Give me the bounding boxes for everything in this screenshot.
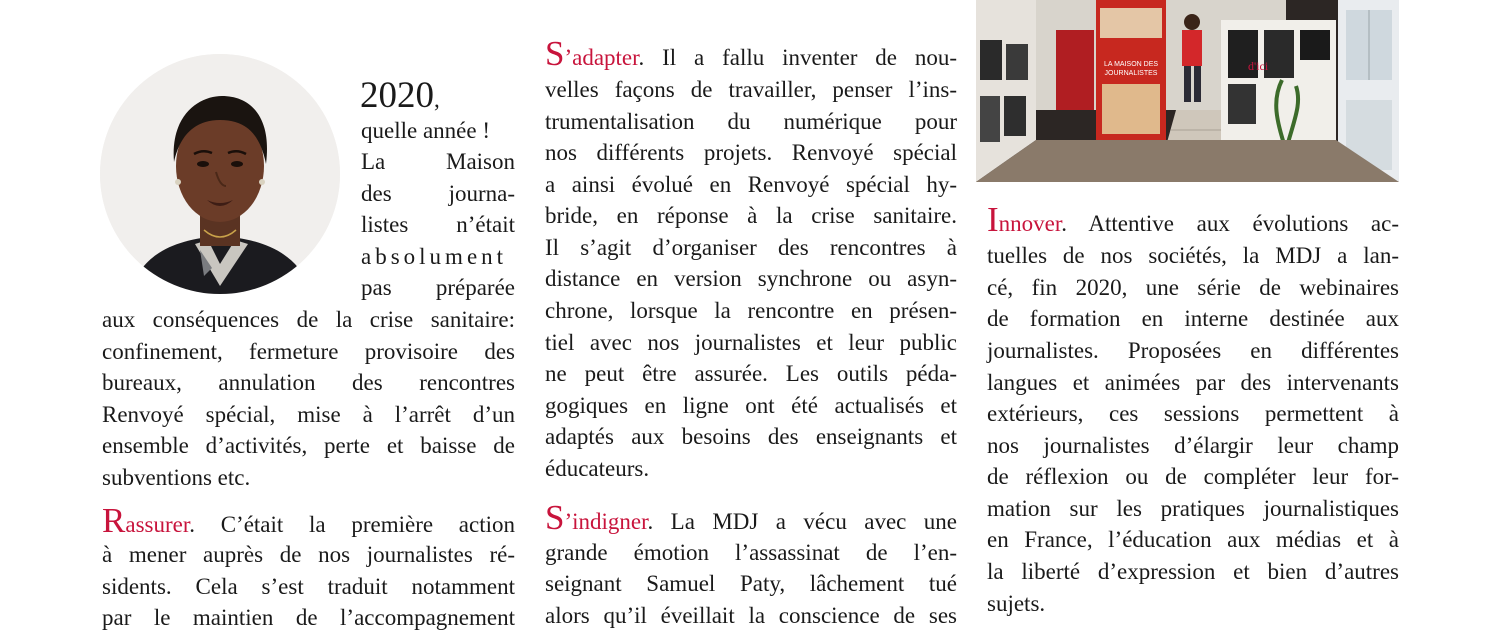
innover-line: tuelles de nos sociétés, la MDJ a lan- [987,243,1399,268]
rassurer-line: sidents. Cela s’est traduit notamment [102,574,515,599]
innover-line: sujets. [987,591,1046,616]
indigner-line: seignant Samuel Paty, lâchement tué [545,571,957,596]
adapter-paragraph-lead: S’adapter. Il a fallu inventer de nou- [545,34,957,73]
innover-line: mation sur les pratiques journalistiques [987,496,1399,521]
intro-line: subventions etc. [102,465,251,490]
rassurer-line: par le maintien de l’accompagnement [102,605,515,630]
adapter-line: velles façons de travailler, penser l’ins- [545,77,957,102]
banner-title-line2: JOURNALISTES [1104,70,1158,77]
portrait-photo [100,54,340,294]
intro-line: bureaux, annulation des rencontres [102,370,515,395]
banner-title-line1: LA MAISON DES [1103,61,1159,68]
innover-line: extérieurs, ces sessions permettent à [987,401,1399,426]
adapter-line: nos différents projets. Renvoyé spécial [545,140,957,165]
year-heading: 2020, [360,75,440,116]
dropcap-r: R [102,501,126,540]
innover-line: journalistes. Proposées en différentes [987,338,1399,363]
keyword-indigner: ’indigner [564,509,648,534]
keyword-rassurer: assurer [125,512,190,537]
adapter-line: adaptés aux besoins des enseignants et [545,424,957,449]
rassurer-line: à mener auprès de nos journalistes ré- [102,542,515,567]
intro-line: aux conséquences de la crise sanitaire: [102,307,515,332]
innover-line: la liberté d’expression et bien d’autres [987,559,1399,584]
innover-line: de réflexion ou de compléter leur for- [987,464,1399,489]
intro-line: ensemble d’activités, perte et baisse de [102,433,515,458]
innover-line: cé, fin 2020, une série de webinaires [987,275,1399,300]
adapter-line: trumentalisation du numérique pour [545,109,957,134]
innover-line: de formation en interne destinée aux [987,306,1399,331]
intro-wrap-line: absolument [361,244,508,269]
innover-line: langues et animées par des intervenants [987,370,1399,395]
adapter-line: bride, en réponse à la crise sanitaire. [545,203,957,228]
poster-word: d'ici [1248,59,1269,73]
intro-line: confinement, fermeture provisoire des [102,339,515,364]
intro-wrap-line: quelle année ! [361,118,490,143]
dropcap-s: S [545,498,565,537]
adapter-line: tiel avec nos journalistes et leur public [545,330,957,355]
keyword-innover: nnover [998,211,1062,236]
indigner-paragraph-lead: S’indigner. La MDJ a vécu avec une [545,498,957,537]
intro-wrap-line: listes n’était [361,212,515,237]
keyword-adapter: ’adapter [564,45,639,70]
indigner-line: alors qu’il éveillait la conscience de ses [545,603,957,628]
innover-line: nos journalistes d’élargir leur champ [987,433,1399,458]
adapter-line: ne peut être assurée. Les outils péda- [545,361,957,386]
adapter-line: éducateurs. [545,456,650,481]
adapter-line: Il s’agit d’organiser des rencontres à [545,235,957,260]
adapter-line: gogiques en ligne ont été actualisés et [545,393,957,418]
intro-wrap-line: pas préparée [361,275,515,300]
adapter-line: a ainsi évolué en Renvoyé spécial hy- [545,172,957,197]
dropcap-i: I [987,200,999,239]
dropcap-s: S [545,34,565,73]
rassurer-paragraph-lead: Rassurer. C’était la première action [102,501,515,540]
innover-line: en France, l’éducation aux médias et à [987,527,1399,552]
adapter-line: chrone, lorsque la rencontre en présen- [545,298,957,323]
innover-paragraph-lead: Innover. Attentive aux évolutions ac- [987,200,1399,239]
exhibition-hall-photo [976,0,1399,182]
intro-line: Renvoyé spécial, mise à l’arrêt d’un [102,402,515,427]
intro-wrap-line: des journa- [361,181,515,206]
indigner-line: grande émotion l’assassinat de l’en- [545,540,957,565]
adapter-line: distance en version synchrone ou asyn- [545,266,957,291]
intro-wrap-line: La Maison [361,149,515,174]
